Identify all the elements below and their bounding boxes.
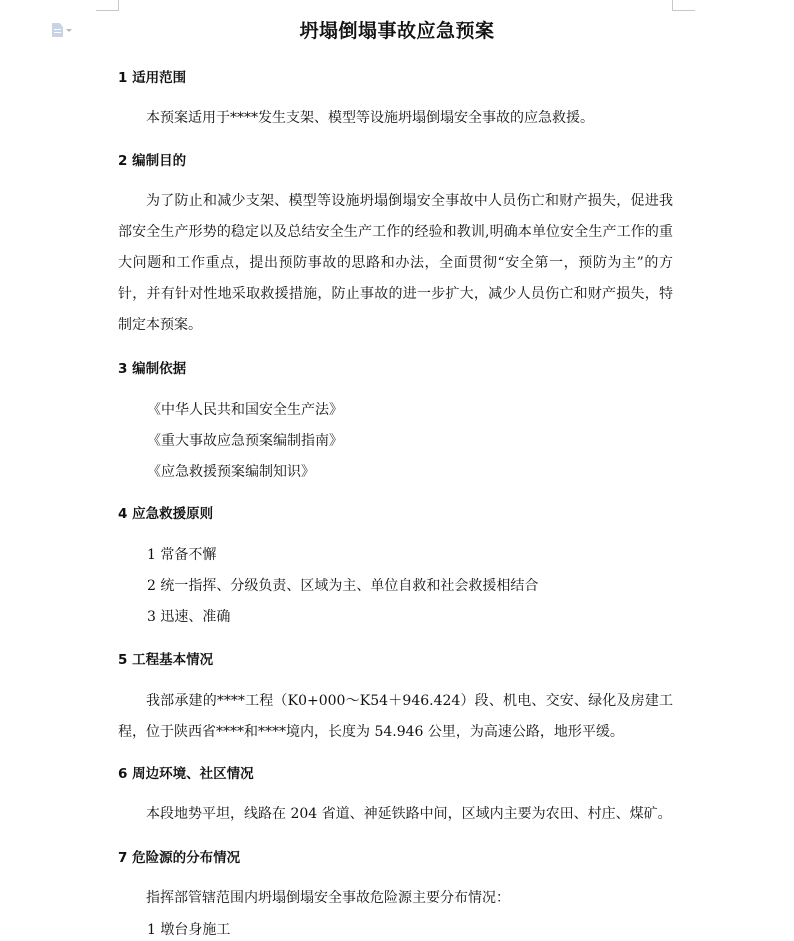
list-item: 1 常备不懈	[147, 547, 217, 563]
list-item: 《重大事故应急预案编制指南》	[147, 433, 343, 449]
crop-mark-top-right	[672, 0, 695, 11]
list-item: 2 统一指挥、分级负责、区域为主、单位自救和社会救援相结合	[147, 578, 539, 594]
document-title: 坍塌倒塌事故应急预案	[299, 20, 495, 42]
paragraph: 本预案适用于****发生支架、模型等设施坍塌倒塌安全事故的应急救援。	[146, 110, 594, 126]
list-item: 《应急救援预案编制知识》	[147, 464, 315, 480]
paragraph: 为了防止和减少支架、模型等设施坍塌倒塌安全事故中人员伤亡和财产损失，促进我部安全生产形势的稳定以及总结安全生产工作的经验和教训,明确本单位安全生产工作的重大问题和工作重点，提出预防事故的思路和办法，全面贯彻“安全第一，预防为主”的方针，并有针对性地采取救援措施，防止事故的进一步扩大，减少人员伤亡和财产损失，特制定本预案。	[118, 193, 673, 333]
list-item: 1 墩台身施工	[147, 922, 231, 938]
section-heading: 7 危险源的分布情况	[118, 850, 241, 866]
paragraph: 我部承建的****工程（K0+000～K54＋946.424）段、机电、交安、绿化及房建工程，位于陕西省****和****境内，长度为 54.946 公里，为高速公路，地形平缓。	[118, 693, 673, 740]
crop-mark-top-left	[96, 0, 119, 11]
section-heading: 1 适用范围	[118, 70, 187, 86]
list-item: 《中华人民共和国安全生产法》	[147, 402, 343, 418]
section-heading: 5 工程基本情况	[118, 652, 214, 668]
section-heading: 2 编制目的	[118, 153, 187, 169]
paragraph: 指挥部管辖范围内坍塌倒塌安全事故危险源主要分布情况：	[146, 890, 510, 906]
section-heading: 6 周边环境、社区情况	[118, 766, 254, 782]
list-item: 3 迅速、准确	[147, 609, 231, 625]
section-heading: 4 应急救援原则	[118, 506, 214, 522]
section-heading: 3 编制依据	[118, 361, 187, 377]
paragraph: 本段地势平坦，线路在 204 省道、神延铁路中间，区域内主要为农田、村庄、煤矿。	[146, 806, 672, 822]
